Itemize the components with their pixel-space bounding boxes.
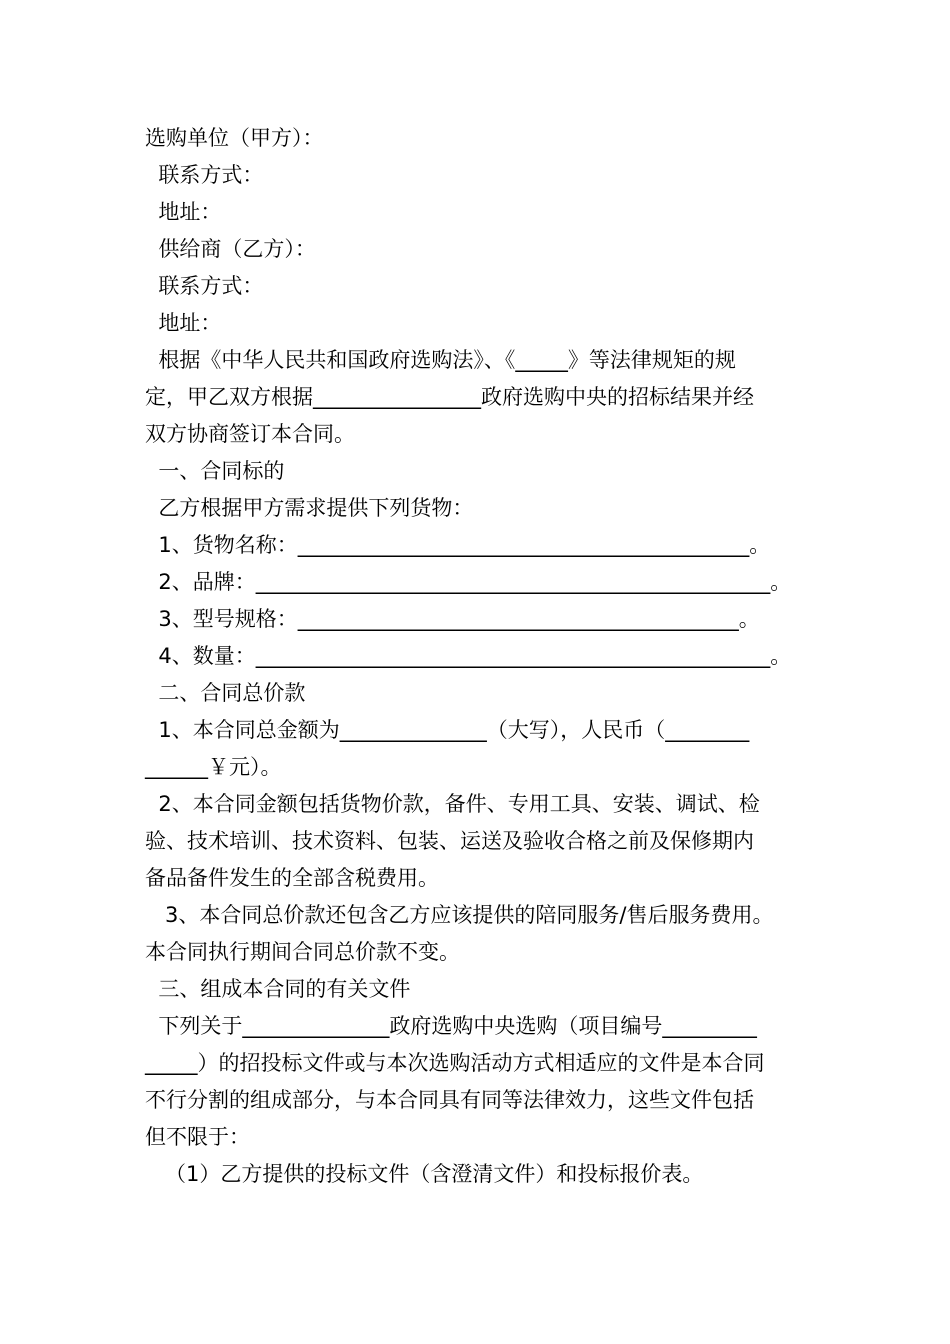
- documents-item-1: （1）乙方提供的投标文件（含澄清文件）和投标报价表。: [145, 1162, 704, 1186]
- service-fee-line-2: 本合同执行期间合同总价款不变。: [145, 940, 460, 964]
- total-amount-line-2: ______￥元）。: [145, 755, 282, 779]
- purchaser-contact-line: 联系方式：: [145, 163, 264, 187]
- model-spec-line: 3、型号规格：__________________________________________。: [145, 607, 760, 631]
- amount-scope-line-1: 2、本合同金额包括货物价款，备件、专用工具、安装、调试、检: [145, 792, 760, 816]
- supplier-contact-line: 联系方式：: [145, 274, 264, 298]
- documents-line-4: 但不限于：: [145, 1125, 250, 1149]
- amount-scope-line-3: 备品备件发生的全部含税费用。: [145, 866, 439, 890]
- documents-line-1: 下列关于______________政府选购中央选购（项目编号_________: [145, 1014, 757, 1038]
- documents-line-2: _____）的招投标文件或与本次选购活动方式相适应的文件是本合同: [145, 1051, 765, 1075]
- quantity-line: 4、数量：_________________________________________________。: [145, 644, 792, 668]
- amount-scope-line-2: 验、技术培训、技术资料、包装、运送及验收合格之前及保修期内: [145, 829, 754, 853]
- total-amount-line-1: 1、本合同总金额为______________（大写），人民币（________: [145, 718, 750, 742]
- preamble-line-1: 根据《中华人民共和国政府选购法》、《_____》等法律规矩的规: [145, 348, 736, 372]
- purchaser-line: 选购单位（甲方）：: [145, 126, 324, 150]
- section-1-heading: 一、合同标的: [145, 459, 285, 483]
- goods-name-line: 1、货物名称：___________________________________________。: [145, 533, 771, 557]
- section-3-heading: 三、组成本合同的有关文件: [145, 977, 411, 1001]
- section-1-intro: 乙方根据甲方需求提供下列货物：: [145, 496, 474, 520]
- supplier-line: 供给商（乙方）：: [145, 237, 316, 261]
- brand-line: 2、品牌：_________________________________________________。: [145, 570, 792, 594]
- documents-line-3: 不行分割的组成部分，与本合同具有同等法律效力，这些文件包括: [145, 1088, 754, 1112]
- service-fee-line-1: 3、本合同总价款还包含乙方应该提供的陪同服务/售后服务费用。: [145, 903, 774, 927]
- section-2-heading: 二、合同总价款: [145, 681, 306, 705]
- preamble-line-2: 定，甲乙双方根据________________政府选购中央的招标结果并经: [145, 385, 754, 409]
- purchaser-address-line: 地址：: [145, 200, 222, 224]
- supplier-address-line: 地址：: [145, 311, 222, 335]
- preamble-line-3: 双方协商签订本合同。: [145, 422, 355, 446]
